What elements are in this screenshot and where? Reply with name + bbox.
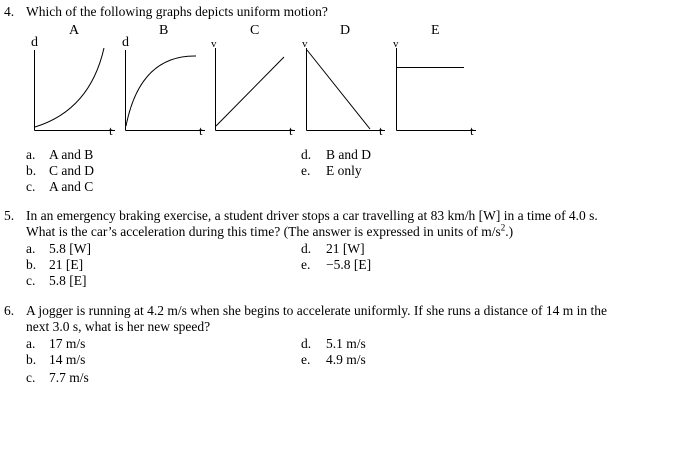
graph-c-y-label: v [211,38,217,50]
option-text: 4.9 m/s [326,352,366,367]
option-letter: e. [301,257,311,272]
q5-option-b[interactable] [26,257,84,273]
option-letter: a. [26,241,36,256]
option-text: 5.1 m/s [326,336,366,351]
graph-label-b: B [159,23,169,38]
graph-label-c: C [250,23,260,38]
q4-option-c[interactable] [26,179,94,195]
graph-c-line [216,57,284,126]
option-text: B and D [326,147,371,162]
q4-option-a[interactable] [26,147,94,163]
option-text: 14 m/s [49,352,86,367]
graph-b-curve [126,56,196,126]
option-letter: d. [301,336,312,351]
option-text: −5.8 [E] [326,257,372,272]
graph-b-x-label: t [199,123,203,138]
option-letter: c. [26,370,36,385]
graph-a-curve [35,48,104,127]
option-text: 21 [W] [326,241,365,256]
q5-text-line2 [26,224,513,240]
q6-option-a[interactable] [26,336,86,352]
q5-text-superscript: 2 [500,222,506,233]
option-letter: a. [26,147,36,162]
q5-text-line2-main: What is the car’s acceleration during this time? (The answer is expressed in units of m/s [26,224,501,239]
option-text: 17 m/s [49,336,86,351]
q6-option-b[interactable] [26,352,86,368]
option-text: A and B [49,147,94,162]
option-text: 5.8 [W] [49,241,91,256]
q6-option-e[interactable] [301,352,366,368]
q4-text: Which of the following graphs depicts uniform motion? [26,4,328,19]
option-letter: b. [26,352,37,367]
graph-label-e: E [431,23,440,38]
q5-number: 5. [4,208,15,223]
q6-option-d[interactable] [301,336,366,352]
option-letter: d. [301,241,312,256]
graph-a-y-label: d [31,35,38,50]
graph-e-y-label: v [393,38,399,50]
q4-option-e[interactable] [301,163,362,179]
option-letter: d. [301,147,312,162]
option-letter: c. [26,179,36,194]
option-text: 21 [E] [49,257,84,272]
graph-label-d: D [340,23,351,38]
q5-text-line2-end: .) [505,224,514,239]
option-letter: e. [301,163,311,178]
q5-option-d[interactable] [301,241,365,257]
option-letter: e. [301,352,311,367]
option-text: E only [326,163,362,178]
graph-label-a: A [69,23,80,38]
graph-d-line [307,50,370,129]
option-text: C and D [49,163,94,178]
option-text: 5.8 [E] [49,273,87,288]
option-letter: b. [26,163,37,178]
option-letter: b. [26,257,37,272]
q5-option-a[interactable] [26,241,91,257]
graph-a-x-label: t [109,123,113,138]
q5-option-c[interactable] [26,273,87,289]
option-text: 7.7 m/s [49,370,89,385]
q6-number: 6. [4,303,15,318]
graph-b-y-label: d [122,35,129,50]
q6-text-line1: A jogger is running at 4.2 m/s when she begins to accelerate uniformly. If she runs a distance of 14 m in the [26,303,607,318]
q4-option-b[interactable] [26,163,94,179]
q6-option-c[interactable] [26,370,89,386]
option-letter: c. [26,273,36,288]
q5-text-line1: In an emergency braking exercise, a student driver stops a car travelling at 83 km/h [W] in a time of 4.0 s. [26,208,598,223]
q4-number: 4. [4,4,15,19]
graph-e-x-label: t [470,123,474,138]
q4-option-d[interactable] [301,147,371,163]
graph-d-x-label: t [379,123,383,138]
graph-d-y-label: v [302,38,308,50]
option-text: A and C [49,179,94,194]
q5-option-e[interactable] [301,257,372,273]
q6-text-line2: next 3.0 s, what is her new speed? [26,319,211,334]
graph-c-x-label: t [289,123,293,138]
option-letter: a. [26,336,36,351]
